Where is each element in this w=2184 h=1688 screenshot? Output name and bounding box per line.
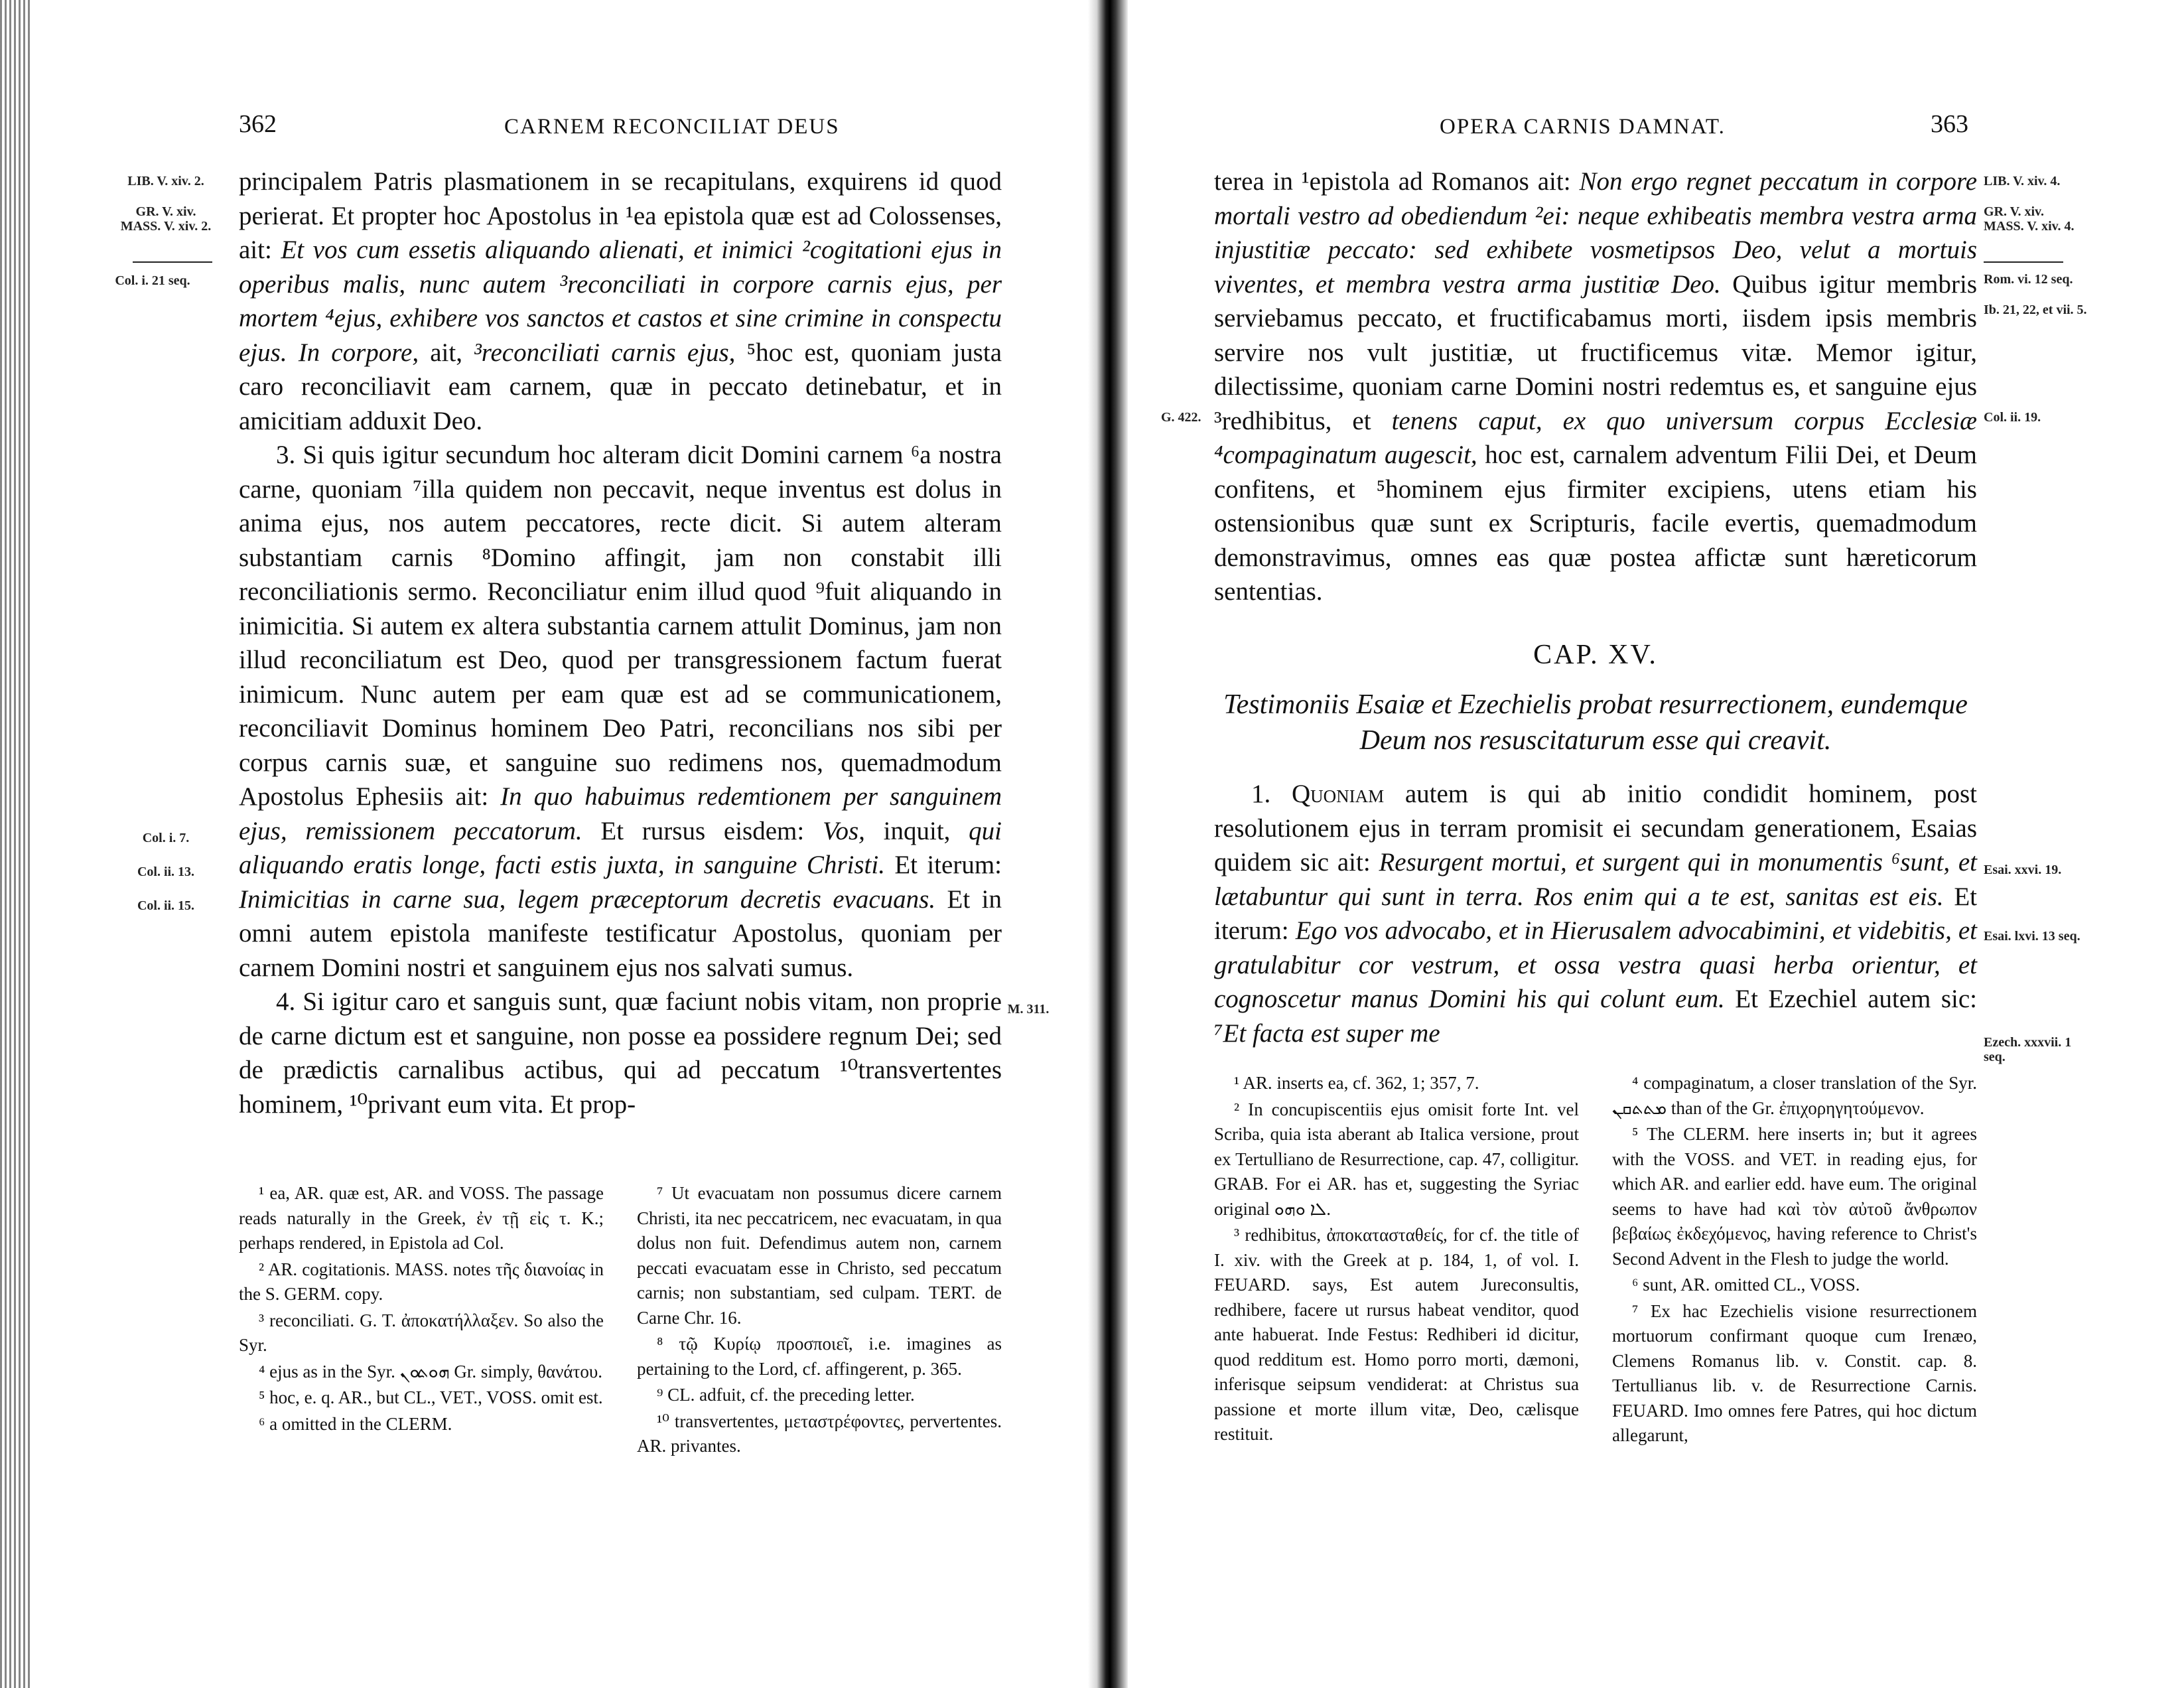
right-footnotes <box>1214 1071 1977 1549</box>
footnote: ³ redhibitus, ἀποκατασταθείς, for cf. the title of I. xiv. with the Greek at p. 184, 1, of vol. I. FEUARD. says, Est autem Jureconsultis, redhibere, facere ut rursus habeat venditor, quod ante habuerat. Inde Festus: Redhiberi id dicitur, quod redditum est. Homo porro morti, dæmoni, inferisque seipsum vendiderat: at Christus sua passione et morte illum vitæ, Deo, cælisque restituit. <box>1214 1225 1579 1444</box>
margin-rule <box>133 261 212 263</box>
footnote: ⁸ τῷ Κυρίῳ προσποιεῖ, i.e. imagines as pertaining to the Lord, cf. affingerent, p. 365. <box>637 1334 1002 1379</box>
left-paragraph-1 <box>239 165 1002 438</box>
footnote: ³ reconciliati. G. T. ἀποκατήλλαξεν. So also the Syr. <box>239 1310 604 1355</box>
left-page-number: 362 <box>239 110 277 138</box>
footnote: ⁴ ejus as in the Syr. ܗܘܬܘܢ Gr. simply, θανάτου. <box>259 1361 603 1381</box>
right-paragraph-2 <box>1214 777 1977 1050</box>
text-run: Et rursus eisdem: <box>582 816 823 845</box>
text-run: autem is qui ab initio condidit hominem, post resolutionem ejus in terram promisit ei secundam generationem, Esaias quidem sic ait: <box>1214 780 1978 877</box>
footnote: ⁷ Ut evacuatam non possumus dicere carnem Christi, ita nec peccatricem, nec evacuatam, in qua dolus non fuit. Defendimus autem non, carnem peccati evacuatam esse in Christo, sed peccatum carnis; non substantiam, sed culpam. TERT. de Carne Chr. 16. <box>637 1183 1002 1328</box>
text-run-italic: Ego vos advocabo, et in Hierusalem advocabimini, et videbitis, et gratulabitur cor vestrum, et ossa vestra quasi herba orientur, et cognoscetur manus Domini his qui colunt eum. <box>1214 916 1978 1013</box>
text-run: 3. Si quis igitur secundum hoc alteram dicit Domini carnem ⁶a nostra carne, quoniam ⁷illa quidem non peccavit, neque inventus est dolus in anima ejus, nos autem peccatores, recte dicit. Si autem alteram substantiam carnis ⁸Domino affingit, jam non constabit illi reconciliationis sermo. Reconciliatur enim illud quod ⁹fuit aliquando in inimicitia. Si autem ex altera substantia carnem attulit Dominus, jam non illud reconciliatum est Deo, quod per transgressionem factum fuerat inimicum. Nunc autem per eam quæ est ad se communicationem, reconciliavit Dominus hominem Deo Patri, reconcilians nos sibi per corpus carnis suæ, et sanguine suo redimens nos, quemadmodum Apostolus Ephesiis ait: <box>239 441 1002 811</box>
text-run: Et Ezechiel autem sic: <box>1724 985 1978 1013</box>
text-run: terea in ¹epistola ad Romanos ait: <box>1214 167 1580 196</box>
right-header <box>1214 109 2103 149</box>
text-run-italic: ³reconciliati carnis ejus, <box>474 338 736 367</box>
footnote: ¹ AR. inserts ea, cf. 362, 1; 357, 7. <box>1234 1073 1479 1093</box>
margin-ref-esai-lxvi: Esai. lxvi. 13 seq. <box>1984 929 2081 944</box>
left-header <box>113 109 1002 149</box>
footnote: ² In concupiscentiis ejus omisit forte Int. vel Scriba, quia ista aberant ab Italica versione, prout ex Tertulliano de Resurrectione, cap. 47, colligitur. GRAB. For ei AR. has et, suggesting the Syriac original ܠܐ ܘܗܘ. <box>1214 1099 1579 1219</box>
footnote: ¹ ea, AR. quæ est, AR. and VOSS. The passage reads naturally in the Greek, ἐν τῇ εἰς τ. K.; perhaps rendered, in Epistola ad Col. <box>239 1183 604 1253</box>
margin-ref-gr: GR. V. xiv. <box>135 204 196 219</box>
margin-ref-ib-21-22: Ib. 21, 22, et vii. 5. <box>1984 303 2087 317</box>
margin-ref-esai-xxvi: Esai. xxvi. 19. <box>1984 863 2062 877</box>
footnote: ⁴ compaginatum, a closer translation of the Syr. ܡܬܬܩܢ than of the Gr. ἐπιχορηγητούμενον. <box>1612 1073 1977 1118</box>
text-run: 1. <box>1251 780 1292 808</box>
text-run-italic: tenens caput, ex quo universum corpus Ecclesiæ ⁴compaginatum augescit, <box>1214 406 1977 469</box>
text-run-smallcaps: Quoniam <box>1291 780 1385 808</box>
margin-ref-rom-vi-12: Rom. vi. 12 seq. <box>1984 272 2073 287</box>
left-page <box>113 0 1050 1688</box>
text-run: Et iterum: <box>884 851 1002 879</box>
margin-ref-col-ii-15: Col. ii. 15. <box>137 898 195 913</box>
page-edge-stack <box>0 0 31 1688</box>
text-run-italic: Et vos cum essetis aliquando alienati, et inimici ²cogitationi ejus in operibus malis, nunc autem ³reconciliati in corpore carnis ejus, per mortem ⁴ejus, exhibere vos sanctos et castos et sine crimine in conspectu ejus. <box>239 236 1002 367</box>
text-run-italic: Inimicitias in carne sua, legem præceptorum decretis evacuans. <box>239 884 936 914</box>
right-page <box>1161 0 2143 1688</box>
margin-ref-gr: GR. V. xiv. <box>1984 204 2044 219</box>
text-run-italic: Resurgent mortui, et surgent qui in monumentis ⁶sunt, et lætabuntur qui sunt in terra. Ros enim qui a te est, sanitas est eis. <box>1214 848 1977 911</box>
footnote: ⁷ Ex hac Ezechielis visione resurrectionem mortuorum confirmant quoque cum Irenæo, Clemens Romanus lib. v. Constit. cap. 8. Tertullianus lib. v. de Resurrectione Carnis. FEUARD. Imo omnes fere Patres, qui hoc dictum allegarunt, <box>1612 1301 1977 1445</box>
footnote: ⁹ CL. adfuit, cf. the preceding letter. <box>657 1385 915 1405</box>
left-running-title: CARNEM RECONCILIAT DEUS <box>504 115 840 139</box>
text-run: ait, <box>419 338 474 367</box>
text-run: inquit, <box>864 816 969 845</box>
left-paragraph-2 <box>239 438 1002 985</box>
text-run: ⁵hoc est, quoniam justa caro reconciliavit eam carnem, quæ in peccato detinebatur, et in amicitiam adduxit Deo. <box>239 338 1002 435</box>
left-body-text <box>239 165 1002 1121</box>
margin-ref-col-ii-13: Col. ii. 13. <box>137 865 195 879</box>
text-run: principalem Patris plasmationem in se recapitulans, exquirens id quod perierat. Et propter hoc Apostolus in ¹ea epistola quæ est ad Colossenses, ait: <box>239 167 1002 264</box>
margin-ref-book: LIB. V. xiv. 2. <box>127 174 204 188</box>
margin-ref-g-422: G. 422. <box>1161 410 1201 425</box>
margin-ref-mass: MASS. V. xiv. 4. <box>1984 219 2075 234</box>
text-run-italic: In quo habuimus redemtionem per sanguinem ejus, remissionem peccatorum. <box>239 782 1002 845</box>
footnote: ⁶ sunt, AR. omitted CL., VOSS. <box>1632 1275 1860 1295</box>
text-run: hoc est, carnalem adventum Filii Dei, et Deum confitens, et ⁵hominem ejus firmiter excipiens, utens etiam his ostensionibus quæ sunt ex Scripturis, facile evertis, quemadmodum demonstravimus, omnes eas quæ postea affictæ sunt hæreticorum sententias. <box>1214 441 1978 606</box>
footnote: ¹⁰ transvertentes, μεταστρέφοντες, pervertentes. AR. privantes. <box>637 1411 1002 1456</box>
text-run: Et in omni autem epistola manifeste testificatur Apostolus, quoniam per carnem Domini nostri et sanguinem ejus nos salvati sumus. <box>239 884 1002 982</box>
right-page-number: 363 <box>1931 110 1968 138</box>
right-paragraph-1 <box>1214 165 1977 609</box>
footnote: ² AR. cogitationis. MASS. notes τῆς διανοίας in the S. GERM. copy. <box>239 1259 604 1304</box>
text-run-italic: In corpore, <box>287 338 419 367</box>
book-gutter <box>1088 0 1128 1688</box>
left-paragraph-3: 4. Si igitur caro et sanguis sunt, quæ faciunt nobis vitam, non proprie de carne dictum est et sanguine, non posse ea possidere regnum Dei; sed de prædictis carnalibus actibus, qui ad peccatum ¹⁰transvertentes hominem, ¹⁰privant eum vita. Et prop- <box>239 987 1002 1119</box>
text-run-italic: Non ergo regnet peccatum in corpore mortali vestro ad obediendum ²ei: neque exhibeatis membra vestra arma injustitiæ peccato: sed exhibete vosmetipsos Deo, velut a mortuis viventes, et membra vestra arma justitiæ Deo. <box>1214 167 1978 299</box>
text-run-italic: Vos, <box>822 816 865 845</box>
margin-ref-ezech: Ezech. xxxvii. 1 seq. <box>1984 1035 2072 1064</box>
margin-ref-col-i-7: Col. i. 7. <box>142 831 190 845</box>
margin-ref-col-i-21: Col. i. 21 seq. <box>115 273 190 288</box>
margin-rule <box>1984 261 2063 263</box>
footnote: ⁶ a omitted in the CLERM. <box>259 1413 452 1434</box>
left-footnotes <box>239 1181 1002 1553</box>
footnote: ⁵ The CLERM. here inserts in; but it agrees with the VOSS. and VET. in reading ejus, for which AR. and earlier edd. have eum. The original seems to have had καὶ τὸν αὐτοῦ ἄνθρωπον βεβαίως ἐκδεχόμενος, having reference to Christ's Second Advent in the Flesh to judge the world. <box>1612 1124 1977 1269</box>
text-run: Quibus igitur membris serviebamus peccato, et fructificabamus morti, iisdem ipsis membris servire nos vult justitiæ, ut fructificemus vitæ. Memor igitur, dilectissime, quoniam carne Domini nostri redemtus es, et sanguine ejus ³redhibitus, et <box>1214 269 1978 435</box>
margin-ref-col-ii-19: Col. ii. 19. <box>1984 410 2041 425</box>
margin-ref-book: LIB. V. xiv. 4. <box>1984 174 2061 188</box>
right-body-text <box>1214 165 1977 1050</box>
margin-ref-m-311: M. 311. <box>1007 1002 1050 1017</box>
chapter-heading: CAP. XV. <box>1533 639 1658 670</box>
text-run-italic: ⁷Et facta est super me <box>1214 1019 1440 1048</box>
text-run-italic: qui aliquando eratis longe, facti estis juxta, in sanguine Christi. <box>239 816 1002 879</box>
footnote: ⁵ hoc, e. q. AR., but CL., VET., VOSS. omit est. <box>259 1387 603 1407</box>
text-run: Et iterum: <box>1214 882 1977 945</box>
chapter-summary: Testimoniis Esaiæ et Ezechielis probat resurrectionem, eundemque Deum nos resuscitaturum esse qui creavit. <box>1223 689 1968 756</box>
right-running-title: OPERA CARNIS DAMNAT. <box>1440 115 1726 139</box>
margin-ref-mass: MASS. V. xiv. 2. <box>120 219 212 234</box>
